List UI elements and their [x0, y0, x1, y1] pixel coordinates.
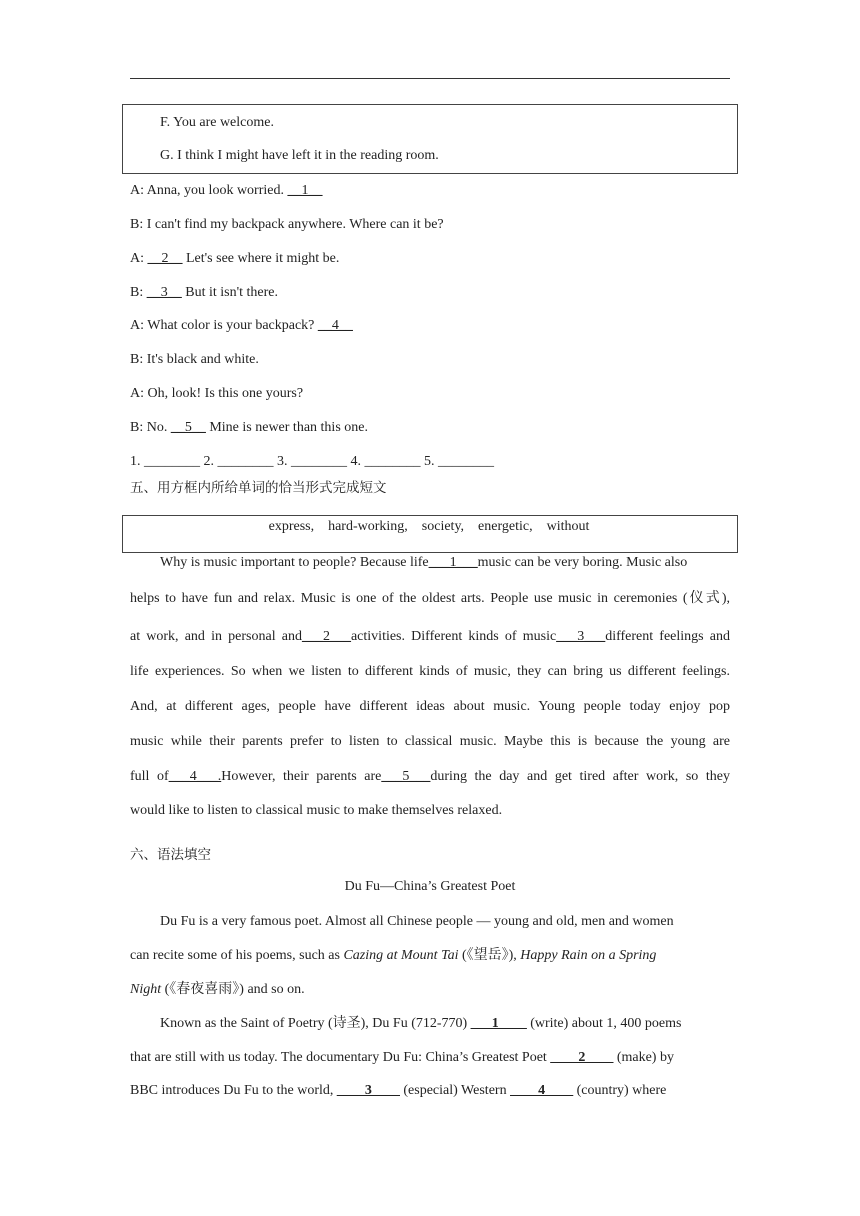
s6-line-5: that are still with us today. The documentary Du Fu: China’s Greatest Poet ____2____ (make) by: [130, 1050, 674, 1065]
s6-blank-4[interactable]: ____4____: [510, 1083, 574, 1098]
word-list: express, hard-working, society, energetic, without: [268, 519, 590, 534]
blank-3[interactable]: __3__: [146, 285, 182, 300]
dialogue-line-5: A: What color is your backpack? __4__: [130, 318, 353, 333]
s5-line-2: helps to have fun and relax. Music is one of the oldest arts. People use music in ceremonies (仪式),: [130, 591, 730, 606]
option-g: G. I think I might have left it in the reading room.: [160, 148, 439, 163]
s5-blank-4[interactable]: ___4___.: [168, 769, 222, 784]
s5-blank-3[interactable]: ___3___: [556, 629, 606, 644]
s5-line-7: full of___4___.However, their parents are___5___during the day and get tired after work, so they: [130, 769, 730, 784]
s5-line-4: life experiences. So when we listen to different kinds of music, they can bring us different feelings.: [130, 664, 730, 679]
answer-line[interactable]: 1. ________ 2. ________ 3. ________ 4. ________ 5. ________: [130, 454, 494, 469]
header-rule: [130, 78, 730, 79]
s6-line-4: Known as the Saint of Poetry (诗圣), Du Fu (712-770) ___1____ (write) about 1, 400 poems: [160, 1016, 682, 1031]
option-f: F. You are welcome.: [160, 115, 274, 130]
s6-blank-1[interactable]: ___1____: [470, 1016, 527, 1031]
s6-blank-3[interactable]: ____3____: [336, 1083, 400, 1098]
s6-line-2: can recite some of his poems, such as Cazing at Mount Tai (《望岳》), Happy Rain on a Spring: [130, 948, 657, 963]
s6-line-6: BBC introduces Du Fu to the world, ____3____ (especial) Western ____4____ (country) where: [130, 1083, 667, 1098]
blank-2[interactable]: __2__: [147, 251, 183, 266]
s5-line-3: at work, and in personal and___2___activities. Different kinds of music___3___different feelings and: [130, 629, 730, 644]
section5-heading: 五、用方框内所给单词的恰当形式完成短文: [130, 480, 387, 496]
s6-blank-2[interactable]: ____2____: [550, 1050, 614, 1065]
blank-1[interactable]: __1__: [287, 183, 323, 198]
dialogue-line-1: A: Anna, you look worried. __1__: [130, 183, 323, 198]
blank-5[interactable]: __5__: [170, 420, 206, 435]
s5-line-5: And, at different ages, people have different ideas about music. Young people today enjoy pop: [130, 699, 730, 714]
s5-blank-5[interactable]: ___5___: [381, 769, 431, 784]
s6-line-1: Du Fu is a very famous poet. Almost all Chinese people — young and old, men and women: [160, 914, 674, 929]
passage-title: Du Fu—China’s Greatest Poet: [344, 879, 516, 894]
dialogue-line-2: B: I can't find my backpack anywhere. Where can it be?: [130, 217, 444, 232]
s5-blank-2[interactable]: ___2___: [301, 629, 351, 644]
s5-line-1: Why is music important to people? Because life___1___music can be very boring. Music also: [160, 555, 688, 570]
section6-heading: 六、语法填空: [130, 847, 211, 863]
dialogue-line-3: A: __2__ Let's see where it might be.: [130, 251, 340, 266]
s5-blank-1[interactable]: ___1___: [428, 555, 478, 570]
s5-line-8: would like to listen to classical music to make themselves relaxed.: [130, 803, 503, 818]
blank-4[interactable]: __4__: [317, 318, 353, 333]
dialogue-line-6: B: It's black and white.: [130, 352, 259, 367]
dialogue-line-8: B: No. __5__ Mine is newer than this one.: [130, 420, 368, 435]
dialogue-line-4: B: __3__ But it isn't there.: [130, 285, 278, 300]
s5-line-6: music while their parents prefer to listen to classical music. Maybe this is because the young are: [130, 734, 730, 749]
dialogue-line-7: A: Oh, look! Is this one yours?: [130, 386, 304, 401]
s6-line-3: Night (《春夜喜雨》) and so on.: [130, 982, 305, 997]
